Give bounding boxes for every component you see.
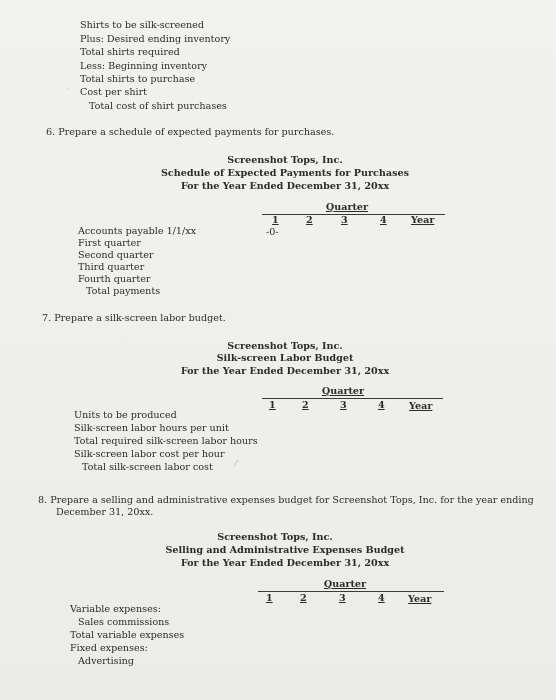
section-8-heading-line1: 8. Prepare a selling and administrative expenses budget for Screenshot Tops, Inc. for the year ending (38, 495, 534, 506)
section-8-row: Sales commissions (78, 617, 170, 628)
section-7-row: Units to be produced (74, 410, 177, 421)
pencil-mark: · (67, 85, 70, 95)
list-item: Plus: Desired ending inventory (80, 34, 231, 45)
section-6-col-4: 4 (380, 215, 387, 226)
section-6-row: First quarter (78, 238, 141, 249)
section-8-row: Advertising (78, 656, 134, 667)
section-7-heading: 7. Prepare a silk-screen labor budget. (42, 313, 226, 324)
section-7-row: Silk-screen labor cost per hour (74, 449, 225, 460)
section-6-quarter-label: Quarter (325, 202, 369, 213)
section-6-row: Fourth quarter (78, 274, 151, 285)
section-7-col-1: 1 (269, 400, 276, 411)
list-item: Total shirts required (80, 47, 180, 58)
list-item: Shirts to be silk-screened (80, 20, 204, 31)
section-8-heading-line2: December 31, 20xx. (56, 507, 154, 518)
section-6-col-1: 1 (272, 215, 279, 226)
section-8-col-2: 2 (300, 593, 307, 604)
section-7-row: Silk-screen labor hours per unit (74, 423, 229, 434)
list-item: Cost per shirt (80, 87, 148, 98)
section-7-row: Total silk-screen labor cost (82, 462, 213, 473)
section-6-heading: 6. Prepare a schedule of expected payments for purchases. (46, 127, 335, 138)
section-7-quarter-label: Quarter (321, 386, 365, 397)
section-8-row: Variable expenses: (70, 604, 161, 615)
pencil-mark: ⁄ (235, 460, 237, 470)
section-7-col-2: 2 (302, 400, 309, 411)
section-8-col-4: 4 (378, 593, 385, 604)
section-6-row: Total payments (86, 286, 161, 297)
section-6-col-3: 3 (341, 215, 348, 226)
section-7-col-year: Year (409, 401, 433, 412)
section-8-header-rule (258, 591, 444, 592)
list-item: Less: Beginning inventory (80, 61, 208, 72)
section-8-col-3: 3 (339, 593, 346, 604)
section-6-title: Schedule of Expected Payments for Purchases (160, 168, 409, 179)
section-8-company: Screenshot Tops, Inc. (217, 532, 333, 543)
section-6-period: For the Year Ended December 31, 20xx (180, 181, 390, 192)
section-8-quarter-label: Quarter (323, 579, 367, 590)
list-item: Total cost of shirt purchases (89, 101, 227, 112)
section-6-row: Second quarter (78, 250, 154, 261)
section-8-row: Total variable expenses (70, 630, 185, 641)
section-6-row: Accounts payable 1/1/xx (78, 226, 197, 237)
section-7-company: Screenshot Tops, Inc. (227, 341, 343, 352)
section-8-col-year: Year (408, 594, 432, 605)
section-6-col-year: Year (411, 215, 435, 226)
list-item: Total shirts to purchase (80, 74, 196, 85)
section-6-ap-q1-value: -0- (266, 227, 279, 238)
section-7-col-3: 3 (340, 400, 347, 411)
section-7-period: For the Year Ended December 31, 20xx (180, 366, 390, 377)
section-6-company: Screenshot Tops, Inc. (227, 155, 343, 166)
section-7-header-rule (262, 398, 443, 399)
section-8-title: Selling and Administrative Expenses Budget (165, 545, 405, 556)
section-8-col-1: 1 (266, 593, 273, 604)
section-8-period: For the Year Ended December 31, 20xx (180, 558, 390, 569)
section-6-col-2: 2 (306, 215, 313, 226)
section-7-row: Total required silk-screen labor hours (74, 436, 258, 447)
section-7-col-4: 4 (378, 400, 385, 411)
section-8-row: Fixed expenses: (70, 643, 148, 654)
section-6-row: Third quarter (78, 262, 145, 273)
section-7-title: Silk-screen Labor Budget (216, 353, 354, 364)
